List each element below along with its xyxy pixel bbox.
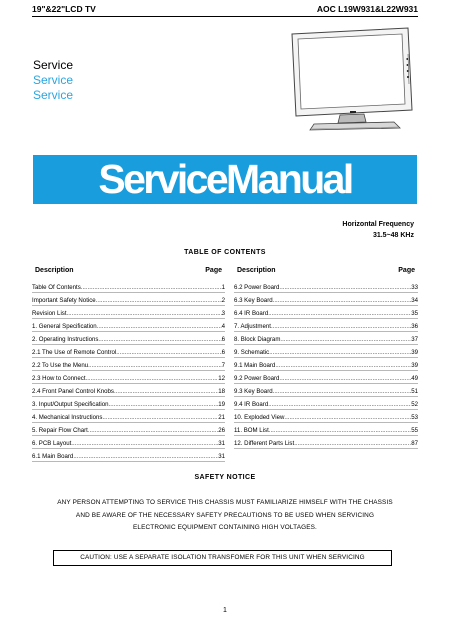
toc-entry-page: 7 — [221, 362, 225, 369]
toc-entry-page: 51 — [411, 388, 418, 395]
toc-entry-label: 9.4 IR Board — [234, 401, 269, 408]
toc-left-column — [32, 266, 225, 462]
toc-entry-leader — [280, 336, 411, 343]
service-manual-banner — [33, 155, 417, 204]
toc-entry-label: 4. Mechanical Instructions — [32, 414, 103, 421]
caution-box: CAUTION: USE A SEPARATE ISOLATION TRANSFOMER FOR THIS UNIT WHEN SERVICING — [53, 550, 392, 566]
toc-right-header — [234, 266, 418, 280]
toc-entry-leader — [88, 427, 218, 434]
toc-entry-leader — [275, 362, 411, 369]
toc-entry-leader — [71, 440, 218, 447]
toc-entry-leader — [67, 310, 222, 317]
toc-entry-label: Important Safety Notice — [32, 297, 96, 304]
toc-entry-leader — [269, 427, 411, 434]
toc-entry-leader — [73, 453, 218, 460]
toc-entry-leader — [279, 284, 411, 291]
toc-entry-page: 19 — [218, 401, 225, 408]
safety-notice-text — [30, 497, 420, 535]
toc-entry — [234, 358, 418, 371]
toc-entry-label: 6.4 IR Board — [234, 310, 269, 317]
toc-left-page-header: Page — [205, 267, 222, 274]
toc-entry — [234, 384, 418, 397]
horizontal-frequency — [342, 219, 414, 241]
toc-entry-label: 6.1 Main Board — [32, 453, 74, 460]
toc-entry-label: 6.3 Key Board — [234, 297, 273, 304]
toc-right-desc-header: Description — [237, 267, 276, 274]
toc-entry — [234, 371, 418, 384]
toc-entry — [32, 449, 225, 462]
toc-entry-leader — [81, 284, 222, 291]
toc-entry — [32, 306, 225, 319]
toc-right-page-header: Page — [398, 267, 415, 274]
toc-entry-label: 2.2 To Use the Menu — [32, 362, 89, 369]
header-model: AOC L19W931&L22W931 — [316, 4, 418, 14]
toc-entry-page: 35 — [411, 310, 418, 317]
service-word-1: Service — [33, 58, 74, 72]
safety-notice-title: SAFETY NOTICE — [194, 474, 256, 481]
toc-entry — [32, 332, 225, 345]
toc-entry-label: 2. Operating Instructions — [32, 336, 99, 343]
header-rule — [32, 16, 418, 17]
toc-entry-leader — [86, 375, 219, 382]
toc-entry-page: 87 — [411, 440, 418, 447]
toc-entry — [234, 319, 418, 332]
toc-entry — [32, 397, 225, 410]
toc-entry-label: Revision List — [32, 310, 67, 317]
toc-entry-label: 2.4 Front Panel Control Knobs — [32, 388, 114, 395]
toc-entry-leader — [273, 388, 412, 395]
toc-entry — [32, 345, 225, 358]
toc-entry-leader — [114, 388, 218, 395]
toc-entry-label: 3. Input/Output Specification — [32, 401, 109, 408]
lcd-tv-icon — [284, 24, 420, 134]
toc-entry — [234, 397, 418, 410]
toc-entry-leader — [102, 414, 218, 421]
toc-entry-page: 53 — [411, 414, 418, 421]
toc-entry-leader — [271, 323, 411, 330]
toc-entry-page: 1 — [221, 284, 225, 291]
toc-entry-leader — [294, 440, 411, 447]
toc-entry-label: 9.2 Power Board — [234, 375, 280, 382]
toc-entry — [32, 436, 225, 449]
toc-entry-label: 10. Exploded View — [234, 414, 285, 421]
toc-entry-label: 8. Block Diagram — [234, 336, 281, 343]
toc-entry-page: 49 — [411, 375, 418, 382]
toc-entry — [32, 280, 225, 293]
toc-entry-page: 4 — [221, 323, 225, 330]
toc-entry — [234, 293, 418, 306]
toc-entry-page: 6 — [221, 349, 225, 356]
toc-entry-page: 39 — [411, 349, 418, 356]
toc-entry-page: 39 — [411, 362, 418, 369]
toc-title: TABLE OF CONTENTS — [184, 249, 266, 256]
toc-entry-page: 6 — [221, 336, 225, 343]
toc-entry-page: 12 — [218, 375, 225, 382]
toc-left-header — [32, 266, 225, 280]
service-word-3: Service — [33, 88, 74, 102]
toc-entry — [32, 384, 225, 397]
toc-entry — [234, 410, 418, 423]
toc-entry-label: 12. Different Parts List — [234, 440, 295, 447]
toc-entry — [234, 280, 418, 293]
toc-entry — [32, 410, 225, 423]
toc-entry — [32, 319, 225, 332]
toc-entry-page: 36 — [411, 323, 418, 330]
toc-entry-leader — [273, 297, 412, 304]
toc-entry — [234, 436, 418, 449]
toc-entry — [32, 358, 225, 371]
toc-entry-leader — [279, 375, 411, 382]
toc-entry-leader — [88, 362, 221, 369]
toc-right-column — [234, 266, 418, 449]
toc-entry-leader — [269, 349, 411, 356]
toc-entry-page: 2 — [221, 297, 225, 304]
toc-entry-page: 34 — [411, 297, 418, 304]
toc-entry — [234, 345, 418, 358]
toc-entry — [32, 371, 225, 384]
toc-entry-page: 3 — [221, 310, 225, 317]
toc-entry-label: 6.2 Power Board — [234, 284, 280, 291]
toc-entry-leader — [284, 414, 411, 421]
safety-line-3: ELECTRONIC EQUIPMENT CONTAINING HIGH VOLTAGES. — [133, 524, 317, 532]
toc-entry-leader — [109, 401, 219, 408]
toc-entry-label: Table Of Contents — [32, 284, 81, 291]
banner-title: ServiceManual — [98, 156, 352, 202]
toc-entry-label: 2.1 The Use of Remote Control — [32, 349, 117, 356]
toc-entry-leader — [268, 310, 411, 317]
frequency-value: 31.5~48 KHz — [372, 232, 414, 239]
toc-entry — [32, 423, 225, 436]
frequency-label: Horizontal Frequency — [342, 221, 414, 228]
toc-entry-label: 2.3 How to Connect — [32, 375, 86, 382]
toc-entry-leader — [96, 297, 222, 304]
toc-entry — [234, 423, 418, 436]
toc-entry-leader — [98, 336, 221, 343]
page-number: 1 — [223, 607, 227, 614]
toc-entry-label: 1. General Specification — [32, 323, 97, 330]
toc-entry-page: 18 — [218, 388, 225, 395]
toc-entry-leader — [97, 323, 222, 330]
toc-entry-label: 7. Adjustment — [234, 323, 271, 330]
toc-entry-label: 11. BOM List — [234, 427, 269, 434]
toc-entry-page: 21 — [218, 414, 225, 421]
toc-entry-page: 52 — [411, 401, 418, 408]
toc-left-desc-header: Description — [35, 267, 74, 274]
toc-entry-page: 33 — [411, 284, 418, 291]
header-title: 19"&22"LCD TV — [32, 4, 96, 14]
toc-entry — [32, 293, 225, 306]
toc-entry-leader — [268, 401, 411, 408]
toc-entry-label: 9.3 Key Board — [234, 388, 273, 395]
toc-entry — [234, 306, 418, 319]
toc-entry-leader — [116, 349, 221, 356]
safety-line-2: AND BE AWARE OF THE NECESSARY SAFETY PRECAUTIONS TO BE USED WHEN SERVICING — [75, 511, 375, 519]
toc-right-list — [234, 280, 418, 449]
toc-entry-page: 55 — [411, 427, 418, 434]
safety-line-1: ANY PERSON ATTEMPTING TO SERVICE THIS CHASSIS MUST FAMILIARIZE HIMSELF WITH THE CHASSIS — [57, 499, 393, 506]
toc-entry-label: 9.1 Main Board — [234, 362, 276, 369]
toc-entry-page: 37 — [411, 336, 418, 343]
toc-entry-label: 9. Schematic — [234, 349, 270, 356]
toc-entry-page: 26 — [218, 427, 225, 434]
toc-entry — [234, 332, 418, 345]
toc-entry-label: 5. Repair Flow Chart — [32, 427, 88, 434]
toc-left-list — [32, 280, 225, 462]
toc-entry-label: 6. PCB Layout — [32, 440, 72, 447]
toc-entry-page: 31 — [218, 440, 225, 447]
toc-entry-page: 31 — [218, 453, 225, 460]
service-word-2: Service — [33, 73, 74, 87]
